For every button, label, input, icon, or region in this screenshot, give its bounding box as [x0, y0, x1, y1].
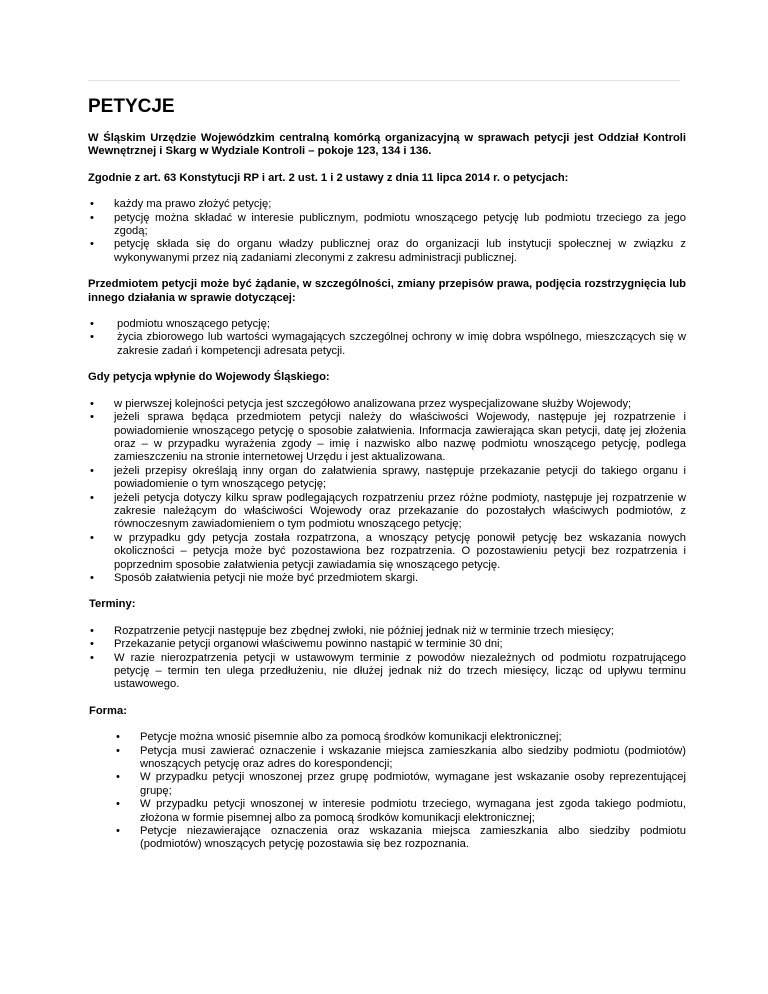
voivode-heading: Gdy petycja wpłynie do Wojewody Śląskiego: [88, 371, 330, 384]
list-item: • każdy ma prawo złożyć petycję; [88, 198, 686, 211]
list-item: • Petycje można wnosić pisemnie albo za pomocą środków komunikacji elektronicznej; [88, 731, 686, 744]
intro-paragraph: W Śląskim Urzędzie Wojewódzkim centralną komórką organizacyjną w sprawach petycji jest Oddział Kontroli Wewnętrznej i Skarg w Wydziale Kontroli – pokoje 123, 134 i 136. [88, 132, 686, 158]
list-item: • W razie nierozpatrzenia petycji w ustawowym terminie z powodów niezależnych od podmiotu rozpatrującego petycję – termin ten ulega przedłużeniu, nie dłużej jednak niż do trzech miesięcy, licząc od upływu terminu ustawowego. [88, 652, 686, 692]
constitution-heading: Zgodnie z art. 63 Konstytucji RP i art. 2 ust. 1 i 2 ustawy z dnia 11 lipca 2014 r. o petycjach: [88, 171, 569, 184]
list-item: • petycję można składać w interesie publicznym, podmiotu wnoszącego petycję lub podmiotu trzeciego za jego zgodą; [88, 212, 686, 239]
list-item: • petycję składa się do organu władzy publicznej oraz do organizacji lub instytucji społecznej w związku z wykonywanymi przez nią zadaniami zleconymi z zakresu administracji publicznej. [88, 238, 686, 265]
constitution-list [88, 198, 686, 265]
deadlines-list [88, 625, 686, 692]
list-item: • Rozpatrzenie petycji następuje bez zbędnej zwłoki, nie później jednak niż w terminie trzech miesięcy; [88, 625, 686, 638]
list-item: • Przekazanie petycji organowi właściwemu powinno nastąpić w terminie 30 dni; [88, 638, 686, 651]
voivode-list [88, 398, 686, 586]
list-item: • jeżeli sprawa będąca przedmiotem petycji należy do właściwości Wojewody, następuje jej rozpatrzenie i powiadomienie wnoszącego petycję o sposobie załatwienia. Informacja zawierająca skan petycji, datę jej złożenia oraz – w przypadku wyrażenia zgody – imię i nazwisko albo nazwę podmiotu wnoszącego petycję, podlega zamieszczeniu na stronie internetowej Urzędu i jest aktualizowana. [88, 411, 686, 465]
form-heading: Forma: [89, 704, 127, 717]
list-item: • jeżeli petycja dotyczy kilku spraw podlegających rozpatrzeniu przez różne podmioty, następuje jej rozpatrzenie w zakresie należącym do właściwości Wojewody oraz przekazanie do pozostałych właściwych podmiotów, z równoczesnym zawiadomieniem o tym podmiotu wnoszącego petycję; [88, 492, 686, 532]
top-divider [88, 80, 680, 81]
list-item: • podmiotu wnoszącego petycję; [88, 318, 686, 331]
page-title: PETYCJE [88, 96, 175, 117]
document-page [88, 96, 686, 865]
list-item: • w przypadku gdy petycja została rozpatrzona, a wnoszący petycję ponowił petycję bez wskazania nowych okoliczności – petycja może być pozostawiona bez rozpatrzenia. O pozostawieniu petycji bez rozpatrzenia i poprzednim sposobie załatwienia petycji zawiadamia się wnoszącego petycję. [88, 532, 686, 572]
subject-heading: Przedmiotem petycji może być żądanie, w szczególności, zmiany przepisów prawa, podjęcia rozstrzygnięcia lub innego działania w sprawie dotyczącej: [88, 278, 686, 304]
list-item: • Petycja musi zawierać oznaczenie i wskazanie miejsca zamieszkania albo siedziby podmiotu (podmiotów) wnoszących petycję oraz adres do korespondencji; [88, 745, 686, 772]
list-item: • Petycje niezawierające oznaczenia oraz wskazania miejsca zamieszkania albo siedziby podmiotu (podmiotów) wnoszących petycję pozostawia się bez rozpoznania. [88, 825, 686, 852]
list-item: • w pierwszej kolejności petycja jest szczegółowo analizowana przez wyspecjalizowane służby Wojewody; [88, 398, 686, 411]
list-item: • jeżeli przepisy określają inny organ do załatwienia sprawy, następuje przekazanie petycji do takiego organu i powiadomienie o tym wnoszącego petycję; [88, 465, 686, 492]
list-item: • życia zbiorowego lub wartości wymagających szczególnej ochrony w imię dobra wspólnego, mieszczących się w zakresie zadań i kompetencji adresata petycji. [88, 331, 686, 358]
deadlines-heading: Terminy: [89, 598, 136, 611]
subject-list [88, 318, 686, 358]
list-item: • W przypadku petycji wnoszonej w interesie podmiotu trzeciego, wymagana jest zgoda takiego podmiotu, złożona w formie pisemnej albo za pomocą środków komunikacji elektronicznej; [88, 798, 686, 825]
list-item: • Sposób załatwienia petycji nie może być przedmiotem skargi. [88, 572, 686, 585]
list-item: • W przypadku petycji wnoszonej przez grupę podmiotów, wymagane jest wskazanie osoby reprezentującej grupę; [88, 771, 686, 798]
form-list [88, 731, 686, 852]
